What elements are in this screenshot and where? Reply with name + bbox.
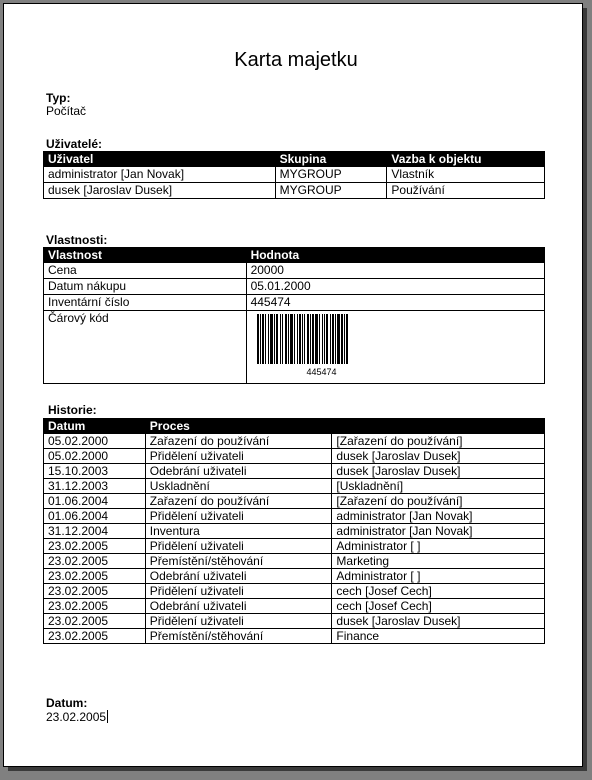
table-row xyxy=(44,599,545,614)
history-detail: [Zařazení do používání] xyxy=(332,434,545,449)
table-row xyxy=(44,295,545,311)
properties-table-header xyxy=(44,248,545,263)
date-value[interactable]: 23.02.2005 xyxy=(46,710,107,724)
properties-section-label: Vlastnosti: xyxy=(46,233,108,247)
history-process: Odebrání uživateli xyxy=(145,569,332,584)
history-date: 23.02.2005 xyxy=(44,569,146,584)
history-process: Odebrání uživateli xyxy=(145,599,332,614)
barcode-number: 445474 xyxy=(306,367,337,377)
property-name: Cena xyxy=(44,263,247,279)
history-process: Přidělení uživateli xyxy=(145,449,332,464)
text-cursor xyxy=(107,710,108,723)
history-table xyxy=(43,418,545,644)
properties-col-header: Vlastnost xyxy=(44,248,247,263)
history-process: Zařazení do používání xyxy=(145,494,332,509)
history-process: Inventura xyxy=(145,524,332,539)
history-detail: [Uskladnění] xyxy=(332,479,545,494)
table-row xyxy=(44,449,545,464)
table-row xyxy=(44,311,545,384)
property-name: Čárový kód xyxy=(44,311,247,384)
history-date: 31.12.2003 xyxy=(44,479,146,494)
history-process: Uskladnění xyxy=(145,479,332,494)
history-process: Přidělení uživateli xyxy=(145,539,332,554)
users-col-header: Vazba k objektu xyxy=(387,152,545,167)
users-table xyxy=(43,151,545,199)
history-detail: [Zařazení do používání] xyxy=(332,494,545,509)
document-page xyxy=(3,3,583,767)
table-row xyxy=(44,629,545,644)
history-date: 23.02.2005 xyxy=(44,629,146,644)
barcode-bar xyxy=(346,314,348,364)
users-section-label: Uživatelé: xyxy=(46,137,103,151)
history-col-header: Proces xyxy=(145,419,332,434)
history-date: 01.06.2004 xyxy=(44,509,146,524)
history-date: 23.02.2005 xyxy=(44,614,146,629)
user-relation: Vlastník xyxy=(387,167,545,183)
table-row xyxy=(44,584,545,599)
table-row xyxy=(44,494,545,509)
history-process: Zařazení do používání xyxy=(145,434,332,449)
history-detail: dusek [Jaroslav Dusek] xyxy=(332,614,545,629)
users-col-header: Uživatel xyxy=(44,152,276,167)
typ-value: Počítač xyxy=(46,104,87,118)
user-relation: Používání xyxy=(387,183,545,199)
history-date: 01.06.2004 xyxy=(44,494,146,509)
table-row xyxy=(44,167,545,183)
history-detail: administrator [Jan Novak] xyxy=(332,524,545,539)
property-name: Inventární číslo xyxy=(44,295,247,311)
history-detail: Marketing xyxy=(332,554,545,569)
history-process: Přidělení uživateli xyxy=(145,614,332,629)
user-group: MYGROUP xyxy=(275,167,387,183)
table-row xyxy=(44,279,545,295)
property-value: 05.01.2000 xyxy=(246,279,544,295)
history-detail: Finance xyxy=(332,629,545,644)
user-name: dusek [Jaroslav Dusek] xyxy=(44,183,276,199)
history-table-header xyxy=(44,419,545,434)
history-date: 05.02.2000 xyxy=(44,449,146,464)
history-detail: dusek [Jaroslav Dusek] xyxy=(332,449,545,464)
history-col-header: Datum xyxy=(44,419,146,434)
barcode-bars xyxy=(257,314,387,364)
date-value-wrap[interactable] xyxy=(46,710,108,724)
table-row xyxy=(44,524,545,539)
history-date: 05.02.2000 xyxy=(44,434,146,449)
history-detail: administrator [Jan Novak] xyxy=(332,509,545,524)
table-row xyxy=(44,464,545,479)
history-date: 23.02.2005 xyxy=(44,539,146,554)
history-process: Přidělení uživateli xyxy=(145,509,332,524)
table-row xyxy=(44,183,545,199)
history-date: 15.10.2003 xyxy=(44,464,146,479)
table-row xyxy=(44,554,545,569)
barcode-cell xyxy=(246,311,544,384)
property-name: Datum nákupu xyxy=(44,279,247,295)
date-label: Datum: xyxy=(46,696,88,710)
history-process: Přemístění/stěhování xyxy=(145,629,332,644)
typ-label: Typ: xyxy=(46,91,71,105)
properties-table xyxy=(43,247,545,384)
history-process: Přemístění/stěhování xyxy=(145,554,332,569)
history-detail: dusek [Jaroslav Dusek] xyxy=(332,464,545,479)
property-value: 445474 xyxy=(246,295,544,311)
history-process: Odebrání uživateli xyxy=(145,464,332,479)
table-row xyxy=(44,434,545,449)
user-name: administrator [Jan Novak] xyxy=(44,167,276,183)
properties-col-header: Hodnota xyxy=(246,248,544,263)
user-group: MYGROUP xyxy=(275,183,387,199)
table-row xyxy=(44,509,545,524)
history-detail: cech [Josef Cech] xyxy=(332,584,545,599)
history-section-label: Historie: xyxy=(48,403,97,417)
history-process: Přidělení uživateli xyxy=(145,584,332,599)
table-row xyxy=(44,539,545,554)
history-date: 31.12.2004 xyxy=(44,524,146,539)
table-row xyxy=(44,479,545,494)
property-value: 20000 xyxy=(246,263,544,279)
document-title: Karta majetku xyxy=(234,49,358,71)
history-date: 23.02.2005 xyxy=(44,554,146,569)
history-detail: Administrator [ ] xyxy=(332,569,545,584)
history-col-header xyxy=(332,419,545,434)
table-row xyxy=(44,614,545,629)
history-date: 23.02.2005 xyxy=(44,599,146,614)
table-row xyxy=(44,263,545,279)
history-detail: Administrator [ ] xyxy=(332,539,545,554)
users-table-header xyxy=(44,152,545,167)
history-date: 23.02.2005 xyxy=(44,584,146,599)
table-row xyxy=(44,569,545,584)
users-col-header: Skupina xyxy=(275,152,387,167)
barcode xyxy=(257,314,387,377)
history-detail: cech [Josef Cech] xyxy=(332,599,545,614)
